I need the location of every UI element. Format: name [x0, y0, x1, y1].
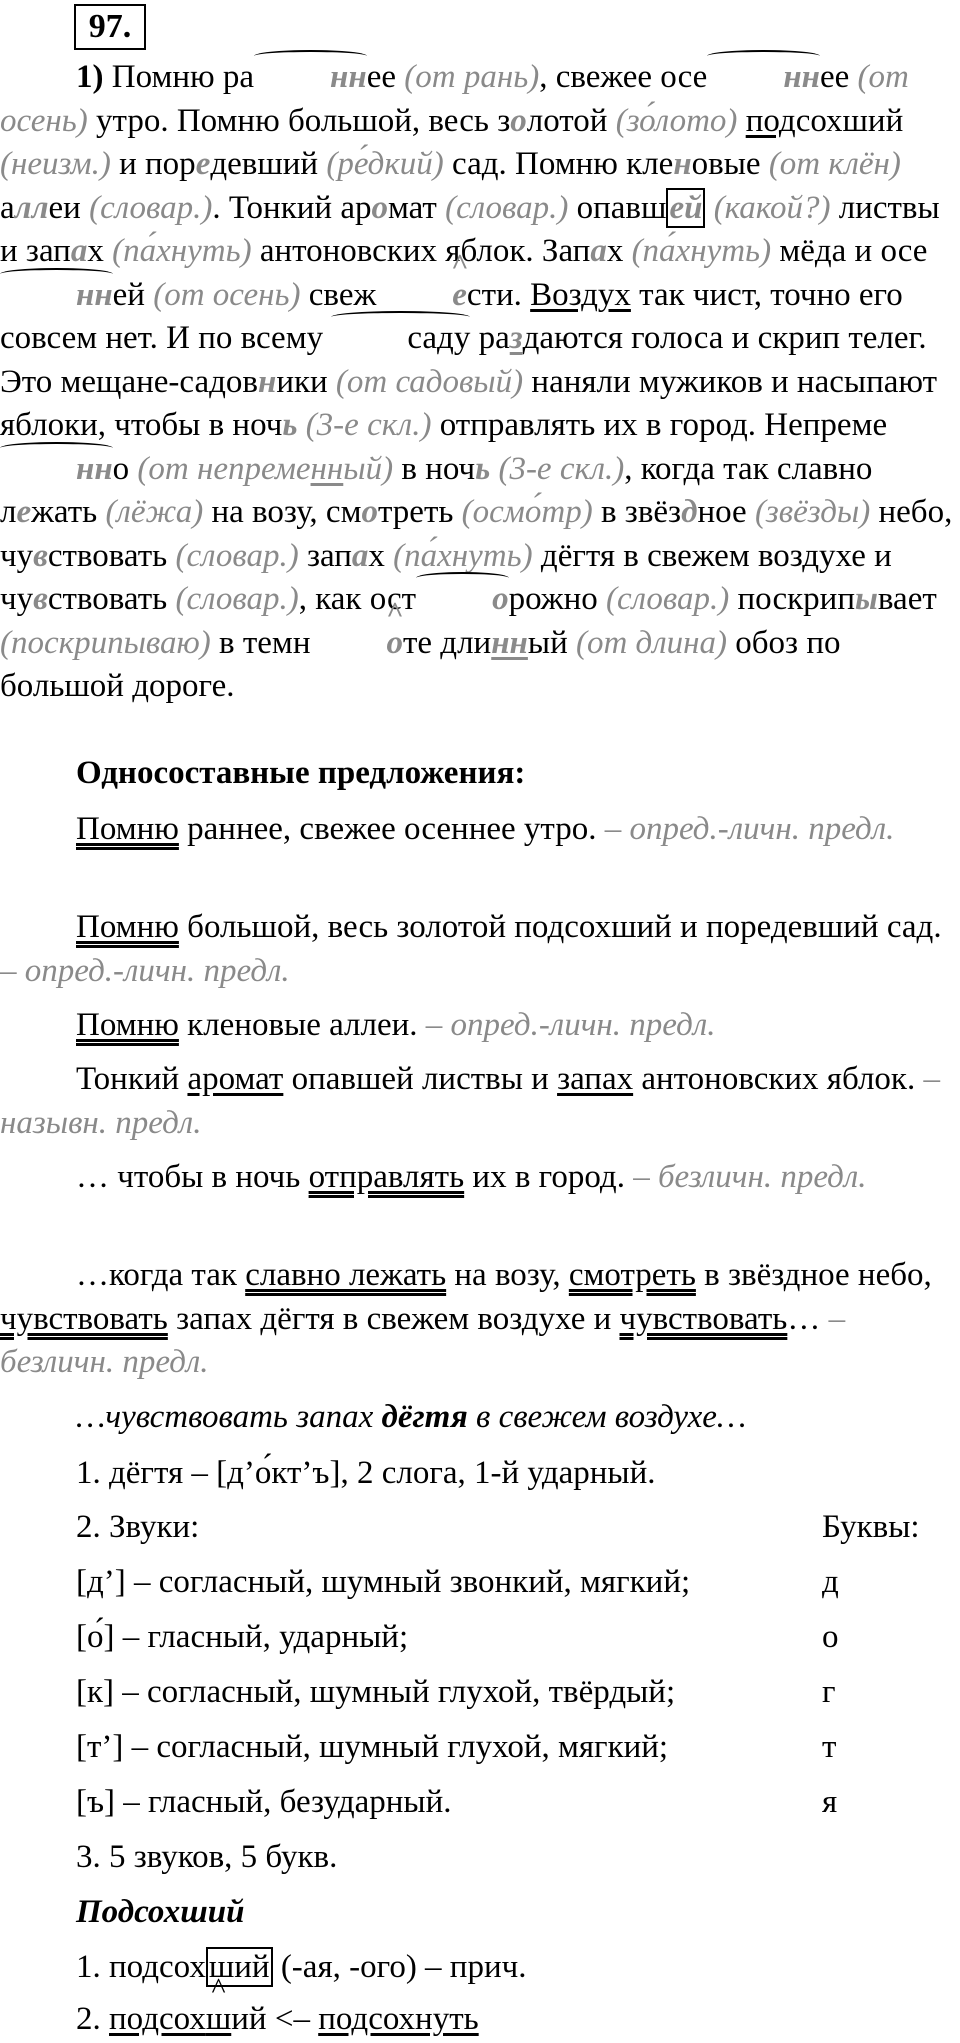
gray-note: (па́хнуть): [631, 233, 772, 269]
sound-row: [ъ] – гласный, безударный.: [76, 1784, 452, 1820]
text-run: свеж: [300, 276, 377, 313]
root-mark: саду: [331, 317, 470, 361]
text-run: сохший: [795, 102, 904, 139]
text-run: антоновских яблок. Зап: [251, 233, 591, 269]
sound-row: [о́] – гласный, ударный;: [76, 1619, 409, 1655]
section-heading: Односоставные предложения:: [76, 755, 526, 791]
text-run: ее: [819, 59, 858, 95]
letter-cell: о: [822, 1619, 839, 1655]
text-run: в ноч: [393, 450, 476, 487]
sentence-text: … чтобы в ночь: [76, 1159, 309, 1195]
gray-note: (лёжа): [105, 494, 204, 530]
stem-mark: подсох: [109, 2001, 206, 2037]
text-run: , когда так славно л: [0, 450, 873, 530]
sentence-4: [0, 1058, 960, 1145]
text-run: [737, 103, 745, 139]
highlighted-letters: нн: [0, 274, 113, 318]
gray-note: (3-е скл.): [498, 450, 625, 487]
highlighted-letters: в: [33, 537, 48, 574]
text-run: обоз по большой дороге.: [0, 624, 841, 704]
predicate: отправлять: [308, 1159, 465, 1195]
gray-note: нн: [310, 450, 344, 487]
sentence-1: [0, 808, 960, 852]
subject: аромат: [187, 1061, 284, 1097]
highlighted-letters: е: [16, 494, 32, 530]
predicate: Помню: [76, 909, 179, 945]
sentence-text: …: [787, 1300, 829, 1337]
gray-note: (какой?): [713, 189, 831, 226]
predicate: чувствовать: [619, 1300, 788, 1337]
text-run: х: [368, 537, 394, 574]
exercise-number: 97.: [74, 4, 146, 50]
gray-note: (от осень): [153, 276, 301, 313]
text-run: дёгтя в свежем воздухе и чу: [0, 537, 892, 617]
highlighted-letters: лл: [14, 189, 49, 226]
text-run: а: [0, 189, 15, 226]
highlighted-letters: о: [371, 189, 388, 226]
sentence-3: [0, 1004, 960, 1048]
sentence-type-note: – опред.-личн. предл.: [0, 952, 290, 989]
analysis-text: <–: [266, 2001, 319, 2037]
sentence-type-note: – безличн. предл.: [633, 1159, 867, 1195]
highlighted-letters: а: [70, 233, 88, 269]
text-run: х: [87, 233, 113, 269]
text-run: мат: [387, 189, 446, 226]
text-run: опавш: [568, 189, 667, 226]
sentence-type-note: – безличн. предл.: [0, 1300, 846, 1380]
text-run: на возу, см: [203, 494, 362, 530]
sound-row: [к] – согласный, шумный глухой, твёрдый;: [76, 1674, 676, 1710]
gray-note: (осмо́тр): [461, 494, 593, 530]
text-run: ее: [366, 59, 405, 95]
sound-row: [т’] – согласный, шумный глухой, мягкий;: [76, 1729, 669, 1765]
analysis-text: (-ая, -ого) – прич.: [272, 1949, 527, 1985]
sentence-text: опавшей листвы и: [283, 1061, 558, 1097]
text-run: отправлять их в город. Непреме: [431, 407, 888, 443]
sentence-text: запах дёгтя в свежем воздухе и: [167, 1300, 620, 1337]
highlighted-letters: ^ е: [376, 274, 467, 318]
text-run: сти.: [466, 276, 531, 313]
ending-box: ей: [666, 188, 705, 228]
analysis-text: ий: [231, 2001, 267, 2037]
sentence-text: на возу,: [446, 1257, 569, 1293]
text-run: в темн: [210, 624, 311, 661]
predicate: славно лежать: [245, 1257, 447, 1293]
phrase-key-word: дёгтя: [381, 1399, 468, 1435]
text-run: лотой: [526, 102, 616, 139]
text-run: те дли: [402, 624, 492, 661]
gray-note: (от клён): [768, 146, 901, 182]
highlighted-letters: а: [590, 233, 607, 269]
gray-note: ый): [343, 450, 394, 487]
sentence-text: их в город.: [464, 1159, 634, 1195]
ending-box: ший: [206, 1947, 273, 1987]
sentence-text: антоновских яблок.: [633, 1061, 924, 1097]
phrase-text: …чувствовать запах: [76, 1399, 382, 1435]
subject-mark: Воздух: [530, 276, 631, 313]
gray-note: (неизм.): [0, 146, 111, 182]
text-run: рожно: [508, 581, 606, 617]
sentence-text: большой, весь золотой подсохший и поредевший сад.: [178, 909, 942, 945]
gray-note: (от длина): [575, 624, 727, 661]
gray-note: (словар.): [605, 581, 730, 617]
highlighted-letters: н: [257, 363, 277, 400]
text-run: мёда и осе: [771, 233, 928, 269]
stem-mark: подсохнуть: [318, 2001, 479, 2037]
text-run: поскрип: [729, 581, 855, 617]
highlighted-letters: ь: [475, 450, 491, 487]
highlighted-letters: а: [351, 537, 369, 574]
text-run: и пор: [110, 146, 196, 182]
text-run: , как ост: [298, 581, 417, 617]
suffix-mark: ^ ш: [206, 1998, 231, 2042]
highlighted-letters: з: [509, 320, 523, 356]
highlighted-letters: о: [416, 578, 509, 622]
text-run: листвы и зап: [0, 189, 940, 269]
text-run: ствовать: [47, 581, 176, 617]
text-run: о: [112, 450, 138, 487]
letter-cell: д: [822, 1564, 839, 1600]
gray-note: (словар.): [175, 581, 299, 617]
sentence-5: [0, 1156, 960, 1200]
text-run: ствовать: [47, 537, 176, 574]
highlighted-letters: нн: [491, 624, 528, 661]
sentence-text: …когда так: [76, 1257, 246, 1293]
gray-note: (па́хнуть): [393, 537, 533, 574]
predicate: Помню: [76, 811, 179, 847]
sound-row: [д’] – согласный, шумный звонкий, мягкий;: [76, 1564, 691, 1600]
gray-note: (словар.): [89, 189, 213, 226]
highlighted-letters: нн: [254, 56, 367, 100]
word-analysis-title: Подсохший: [76, 1894, 245, 1930]
text-run: в звёз: [592, 494, 682, 530]
prefix-mark: под: [745, 102, 796, 139]
letter-cell: я: [822, 1784, 838, 1820]
sentence-type-note: – опред.-личн. предл.: [425, 1007, 716, 1043]
gray-note: (от осень): [0, 59, 909, 139]
text-run: небо, чу: [0, 494, 953, 574]
highlighted-letters: о: [361, 494, 378, 530]
gray-note: (па́хнуть): [112, 233, 252, 269]
text-run: ей: [112, 276, 154, 313]
text-run: даются голоса и скрип телег. Это мещане-садов: [0, 320, 927, 400]
text-run: сад. Помню кле: [443, 146, 674, 182]
text-run: ное: [697, 494, 755, 530]
analysis-text: 2.: [76, 2001, 109, 2037]
sounds-label: 2. Звуки:: [76, 1509, 200, 1545]
highlighted-letters: д: [681, 494, 698, 530]
sentence-2: [0, 906, 960, 993]
word-analysis-line-1: [76, 1946, 936, 1990]
highlighted-letters: н: [673, 146, 692, 182]
text-run: зап: [298, 537, 352, 574]
text-run: [297, 407, 305, 443]
text-run: , свежее осе: [539, 59, 708, 95]
letter-cell: г: [822, 1674, 836, 1710]
text-run: треть: [377, 494, 462, 530]
gray-note: (3-е скл.): [305, 407, 432, 443]
text-run: овые: [691, 146, 769, 182]
sentence-text: Тонкий: [76, 1061, 188, 1097]
highlighted-letters: ы: [855, 581, 878, 617]
gray-note: (зо́лото): [615, 102, 738, 139]
sentence-text: в звёздное небо,: [695, 1257, 932, 1293]
sentence-type-note: – назывн. предл.: [0, 1061, 940, 1141]
main-paragraph: [0, 56, 960, 709]
highlighted-letters: е: [195, 146, 211, 182]
sentence-6: [0, 1254, 960, 1385]
phrase-line: [76, 1396, 936, 1440]
predicate: смотреть: [568, 1257, 696, 1293]
gray-note: (словар.): [175, 537, 299, 574]
letter-cell: т: [822, 1729, 837, 1765]
gray-note: (от непреме: [137, 450, 311, 487]
highlighted-letters: о: [510, 102, 527, 139]
text-run: . Тонкий ар: [212, 189, 372, 226]
sentence-type-note: – опред.-личн. предл.: [604, 811, 895, 847]
word-analysis-line-2: [76, 1998, 936, 2042]
subject: запах: [557, 1061, 634, 1097]
letters-label: Буквы:: [822, 1509, 920, 1545]
gray-note: (звёзды): [754, 494, 871, 530]
gray-note: (словар.): [445, 189, 569, 226]
predicate: Помню: [76, 1007, 179, 1043]
text-run: ики: [276, 363, 336, 400]
highlighted-letters: нн: [707, 56, 820, 100]
main-text-block: [0, 56, 960, 709]
part-label: 1): [76, 59, 104, 95]
text-run: ра: [470, 320, 510, 356]
text-run: вает: [877, 581, 937, 617]
sentence-text: раннее, свежее осеннее утро.: [178, 811, 605, 847]
gray-note: (от садовый): [335, 363, 524, 400]
text-run: наняли мужиков и насыпают яблоки, чтобы в ноч: [0, 363, 938, 443]
gray-note: (от рань): [404, 59, 540, 95]
phonetic-line-1: 1. дёгтя – [д’о́кт’ъ], 2 слога, 1-й ударный.: [76, 1455, 656, 1491]
gray-note: (поскрипываю): [0, 624, 211, 661]
text-run: еи: [48, 189, 90, 226]
phrase-text: в свежем воздухе…: [467, 1399, 747, 1435]
text-run: [705, 190, 713, 226]
analysis-text: 1. подсох: [76, 1949, 206, 1985]
predicate: чувствовать: [0, 1300, 168, 1337]
gray-note: (ре́дкий): [326, 146, 444, 182]
text-run: Помню ра: [111, 59, 255, 95]
text-run: утро. Помню большой, весь з: [87, 102, 511, 139]
highlighted-letters: ь: [282, 407, 298, 443]
phonetic-summary: 3. 5 звуков, 5 букв.: [76, 1839, 338, 1875]
text-run: девший: [210, 146, 327, 182]
text-run: ый: [527, 624, 576, 661]
sentence-text: кленовые аллеи.: [178, 1007, 426, 1043]
highlighted-letters: в: [33, 581, 48, 617]
highlighted-letters: нн: [0, 448, 113, 492]
highlighted-letters: ^ о: [310, 622, 403, 666]
text-run: так чист, точно его совсем нет. И по всему: [0, 276, 903, 356]
text-run: х: [606, 233, 632, 269]
text-run: жать: [31, 494, 106, 530]
